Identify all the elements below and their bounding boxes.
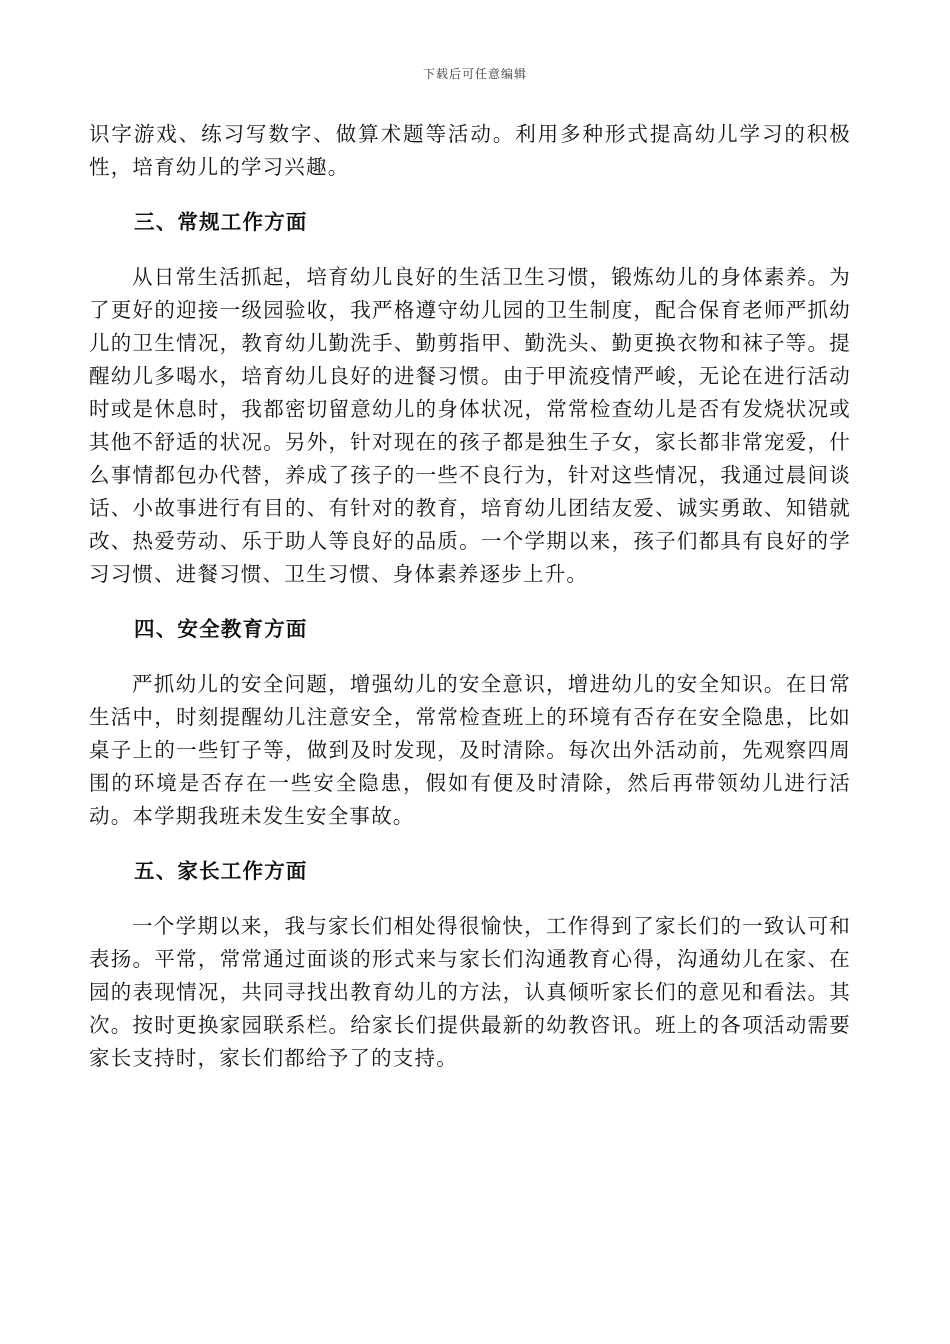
section-heading-safety-education: 四、安全教育方面 xyxy=(134,617,308,641)
page-header: 下载后可任意编辑 xyxy=(422,67,527,81)
section-paragraph-routine-work: 从日常生活抓起，培育幼儿良好的生活卫生习惯，锻炼幼儿的身体素养。为了更好的迎接一级园验收，我严格遵守幼儿园的卫生制度，配合保育老师严抓幼儿的卫生情况，教育幼儿勤洗手、勤剪指甲、勤洗头、勤更换衣物和袜子等。提醒幼儿多喝水，培育幼儿良好的进餐习惯。由于甲流疫情严峻，无论在进行活动时或是休息时，我都密切留意幼儿的身体状况，常常检查幼儿是否有发烧状况或其他不舒适的状况。另外，针对现在的孩子都是独生子女，家长都非常宠爱，什么事情都包办代替，养成了孩子的一些不良行为，针对这些情况，我通过晨间谈话、小故事进行有目的、有针对的教育，培育幼儿团结友爱、诚实勇敢、知错就改、热爱劳动、乐于助人等良好的品质。一个学期以来，孩子们都具有良好的学习习惯、进餐习惯、卫生习惯、身体素养逐步上升。 xyxy=(89,265,851,586)
document-body xyxy=(89,118,851,1075)
section-paragraph-safety-education: 严抓幼儿的安全问题，增强幼儿的安全意识，增进幼儿的安全知识。在日常生活中，时刻提醒幼儿注意安全，常常检查班上的环境有否存在安全隐患，比如桌子上的一些钉子等，做到及时发现，及时清除。每次出外活动前，先观察四周围的环境是否存在一些安全隐患，假如有便及时清除，然后再带领幼儿进行活动。本学期我班未发生安全事故。 xyxy=(89,672,851,828)
intro-paragraph: 识字游戏、练习写数字、做算术题等活动。利用多种形式提高幼儿学习的积极性，培育幼儿的学习兴趣。 xyxy=(89,122,851,179)
section-paragraph-parent-work: 一个学期以来，我与家长们相处得很愉快，工作得到了家长们的一致认可和表扬。平常，常常通过面谈的形式来与家长们沟通教育心得，沟通幼儿在家、在园的表现情况，共同寻找出教育幼儿的方法，认真倾听家长们的意见和看法。其次。按时更换家园联系栏。给家长们提供最新的幼教咨讯。班上的各项活动需要家长支持时，家长们都给予了的支持。 xyxy=(89,914,851,1070)
section-heading-parent-work: 五、家长工作方面 xyxy=(134,859,308,883)
section-heading-routine-work: 三、常规工作方面 xyxy=(134,210,308,234)
